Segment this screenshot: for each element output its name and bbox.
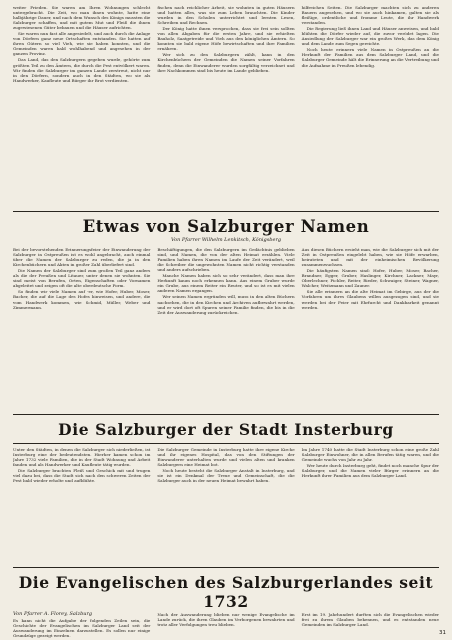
article-columns — [13, 612, 439, 639]
paragraph: Die Salzburger Gemeinde in Insterburg hatte ihre eigene Kirche und ihr eigenes Hospital, das von den Stiftungen der Einwanderer unterhalten wurde und vielen alten und kranken Salzburgern eine Heimat bot. — [157, 447, 295, 468]
paragraph: Sie waren nun fast alle angesiedelt, und auch durch die Anlage von Dörfern ganz neue Ortschaften entstanden. Sie hatten auf ihren Gütern so viel Vieh, wie sie haben konnten, und die Gemeinden waren bald wohlhabend und angesehen in der ganzen Provinz. — [13, 31, 151, 57]
paragraph: Der König hatte ihnen versprochen, dass sie frei sein sollten von allen Abgaben für die ersten Jahre, und sie erhielten Bauholz, Saatgetreide und Vieh aus den königlichen Ämtern. So konnten sie bald eigene Höfe bewirtschaften und ihre Familien ernähren. — [157, 26, 295, 52]
article-column-3 — [302, 612, 439, 639]
paragraph: Nach der Auswanderung blieben nur wenige Evangelische im Lande zurück, die ihren Glauben im Verborgenen bewahrten und trotz aller Verfolgungen treu blieben. — [157, 612, 295, 628]
article-insterburg — [13, 418, 439, 563]
paragraph: hilfreichen Seiten. Die Salzburger machten sich zu anderen Bauern angesehen, und wo sie auch hinkamen, galten sie als fleißige, ordentliche und fromme Leute, die ihr Handwerk verstanden. — [301, 5, 439, 26]
headline-rule — [13, 443, 439, 444]
paragraph: Noch heute erinnern viele Namen in Ostpreußen an die Herkunft der Familien aus dem Salzburger Land, und die Salzburger Gemeinde hält die Erinnerung an die Vertreibung und die Aufnahme in Preußen lebendig. — [301, 47, 439, 68]
article-evangelische — [13, 571, 439, 640]
article-byline: Von Pfarrer A. Florey, Salzburg — [13, 611, 93, 617]
paragraph: Bei der bevorstehenden Erinnerungsfeier der Einwanderung der Salzburger in Ostpreußen ist es wohl angebracht, auch einmal über die Namen der Salzburger zu reden, die ja in den Kirchenbüchern und Akten in großer Zahl überliefert sind. — [13, 247, 151, 268]
page-number: 31 — [439, 629, 446, 636]
section-divider — [13, 211, 439, 212]
article-column-2 — [157, 247, 294, 316]
section-divider — [13, 414, 439, 415]
paragraph: Sie alle erinnern an die alte Heimat im Gebirge, aus der die Vorfahren um ihres Glaubens willen ausgezogen sind, und sie werden bei der Feier mit Ehrfurcht und Dankbarkeit genannt werden. — [301, 289, 439, 310]
paragraph: Es kann nicht die Aufgabe der folgenden Zeilen sein, die Geschichte der Evangelischen im Salzburger Land seit der Auswanderung im Einzelnen darzustellen. Es sollen nur einige Grundzüge gezeigt werden. — [13, 618, 151, 639]
article-column-1 — [13, 447, 150, 484]
article-column-1 — [13, 612, 150, 639]
article-headline: Die Evangelischen des Salzburgerlandes seit 1732 — [18, 573, 434, 611]
article-headline: Etwas von Salzburger Namen — [82, 217, 370, 236]
article-salzburger-namen — [13, 215, 439, 410]
paragraph: So finden wir viele Namen auf -er, wie Hofer, Huber, Moser, Bacher, die auf die Lage des Hofes hinweisen, und andere, die vom Handwerk kommen, wie Schmid, Müller, Weber und Zimmermann. — [13, 289, 151, 310]
paragraph: Das Land, das den Salzburgern gegeben wurde, gehörte zum größten Teil zu den Ämtern, die durch die Pest entvölkert waren. Wir finden die Salzburger im ganzen Lande zerstreut, nicht nur in den Dörfern, sondern auch in den Städten, wo sie als Handwerker, Kaufleute und Bürger ihr Brot verdienten. — [13, 57, 151, 83]
top-column-3 — [302, 5, 439, 207]
article-column-3 — [302, 447, 439, 484]
paragraph: Unter den Städten, in denen die Salzburger sich niederließen, ist Insterburg eine der bedeutendsten. Hierher kamen schon im Jahre 1732 viele Familien, die in der Stadt Wohnung und Arbeit fanden und als Handwerker und Kaufleute tätig wurden. — [13, 447, 151, 468]
article-columns — [13, 447, 439, 484]
paragraph: Die Salzburger brachten Fleiß und Geschick mit und trugen viel dazu bei, dass die Stadt sich nach den schweren Zeiten der Pest bald wieder erholte und aufblühte. — [13, 468, 151, 484]
article-column-2 — [157, 447, 294, 484]
paragraph: fischen nach reichlicher Arbeit, sie wohnten in guten Häusern und hatten alles, was sie zum Leben brauchten. Die Kinder wurden in den Schulen unterrichtet und lernten Lesen, Schreiben und Rechnen. — [157, 5, 295, 26]
paragraph: Manche Namen haben sich so sehr verändert, dass man ihre Herkunft kaum noch erkennen kann. Aus einem Gruber wurde ein Grube, aus einem Reiter ein Reuter, und so ist es mit vielen anderen Namen ergangen. — [157, 273, 295, 294]
paragraph: Die häufigsten Namen sind: Hofer, Huber, Moser, Bacher, Brandner, Egger, Gruber, Haslinger, Kirchner, Lackner, Mayr, Oberlechner, Pichler, Reiter, Rieder, Schwaiger, Steiner, Wagner, Walcher, Weitzmann und Zauner. — [301, 268, 439, 289]
top-continuation-section — [13, 5, 439, 207]
paragraph: Im Jahre 1740 hatte die Stadt Insterburg schon eine große Zahl Salzburger Einwohner, die in allen Berufen tätig waren, und die Gemeinde wuchs von Jahr zu Jahr. — [301, 447, 439, 463]
paragraph: Wer heute durch Insterburg geht, findet noch manche Spur der Salzburger, und die Namen vieler Bürger erinnern an die Herkunft ihrer Familien aus dem Salzburger Land. — [301, 463, 439, 479]
paragraph: Die Namen der Salzburger sind zum großen Teil ganz anders als die der Preußen und Litauer, unter denen sie wohnten. Sie sind meist von Berufen, Orten, Eigenschaften oder Vornamen abgeleitet und zeigen oft die alte oberdeutsche Form. — [13, 268, 151, 289]
paragraph: Aus diesen Büchern ersieht man, wie die Salzburger sich mit der Zeit in Ostpreußen eingelebt haben, wie sie Höfe erwarben, heirateten und mit der einheimischen Bevölkerung zusammenwuchsen. — [301, 247, 439, 268]
section-divider — [13, 567, 439, 568]
top-column-1 — [13, 5, 150, 207]
article-column-3 — [302, 247, 439, 316]
article-byline: Von Pfarrer Wilhelm Lenkitsch, Königsberg — [170, 237, 282, 243]
paragraph: Erst im 19. Jahrhundert durften sich die Evangelischen wieder frei zu ihrem Glauben bekennen, und es entstanden neue Gemeinden im Salzburger Land. — [301, 612, 439, 628]
paragraph: weiter Frieden. Sie waren am Ihren Wohnungen schlecht untergebracht. Die Zeit, wo man ihnen wohnte, hatte eine halbjährige Dauer, und nach dem Wunsch des Königs mussten die Salzburger schaffen, und mit gutem Mut und Fleiß die ihnen zugewiesenen Güter bebauen und die Häuser aufrichten. — [13, 5, 151, 31]
article-column-2 — [157, 612, 294, 639]
paragraph: Beschäftigungen, die den Salzburgern im Gedächtnis geblieben sind, und Namen, die von der alten Heimat erzählen. Viele Familien haben ihren Namen im Laufe der Zeit verändert, weil die Schreiber die ungewohnten Namen nicht richtig verstanden und anders aufschrieben. — [157, 247, 295, 273]
article-headline: Die Salzburger der Stadt Insterburg — [58, 420, 394, 439]
article-columns — [13, 247, 439, 316]
paragraph: Wer seinen Namen ergründen will, muss in den alten Büchern nachsehen, die in den Kirchen und Archiven aufbewahrt werden, und er wird dort oft Spuren seiner Familie finden, die bis in die Zeit der Auswanderung zurückreichen. — [157, 294, 295, 315]
top-column-2 — [157, 5, 294, 207]
paragraph: Die Regierung ließ ihnen Land und Häuser anweisen, und bald blühten die Dörfer wieder auf, die zuvor verödet lagen. Die Ansiedlung der Salzburger war ein großes Werk, das dem König und dem Lande zum Segen gereichte. — [301, 26, 439, 47]
article-column-1 — [13, 247, 150, 316]
paragraph: Wer sich zu den Salzburgern zählt, kann in den Kirchenbüchern der Gemeinden die Namen seiner Vorfahren finden, denn die Einwanderer wurden sorgfältig verzeichnet und ihre Nachkommen sind bis heute im Lande geblieben. — [157, 52, 295, 73]
paragraph: Noch heute besteht die Salzburger Anstalt in Insterburg, und sie ist ein Denkmal der Treue und Gemeinschaft, die die Salzburger auch in der neuen Heimat bewahrt haben. — [157, 468, 295, 484]
